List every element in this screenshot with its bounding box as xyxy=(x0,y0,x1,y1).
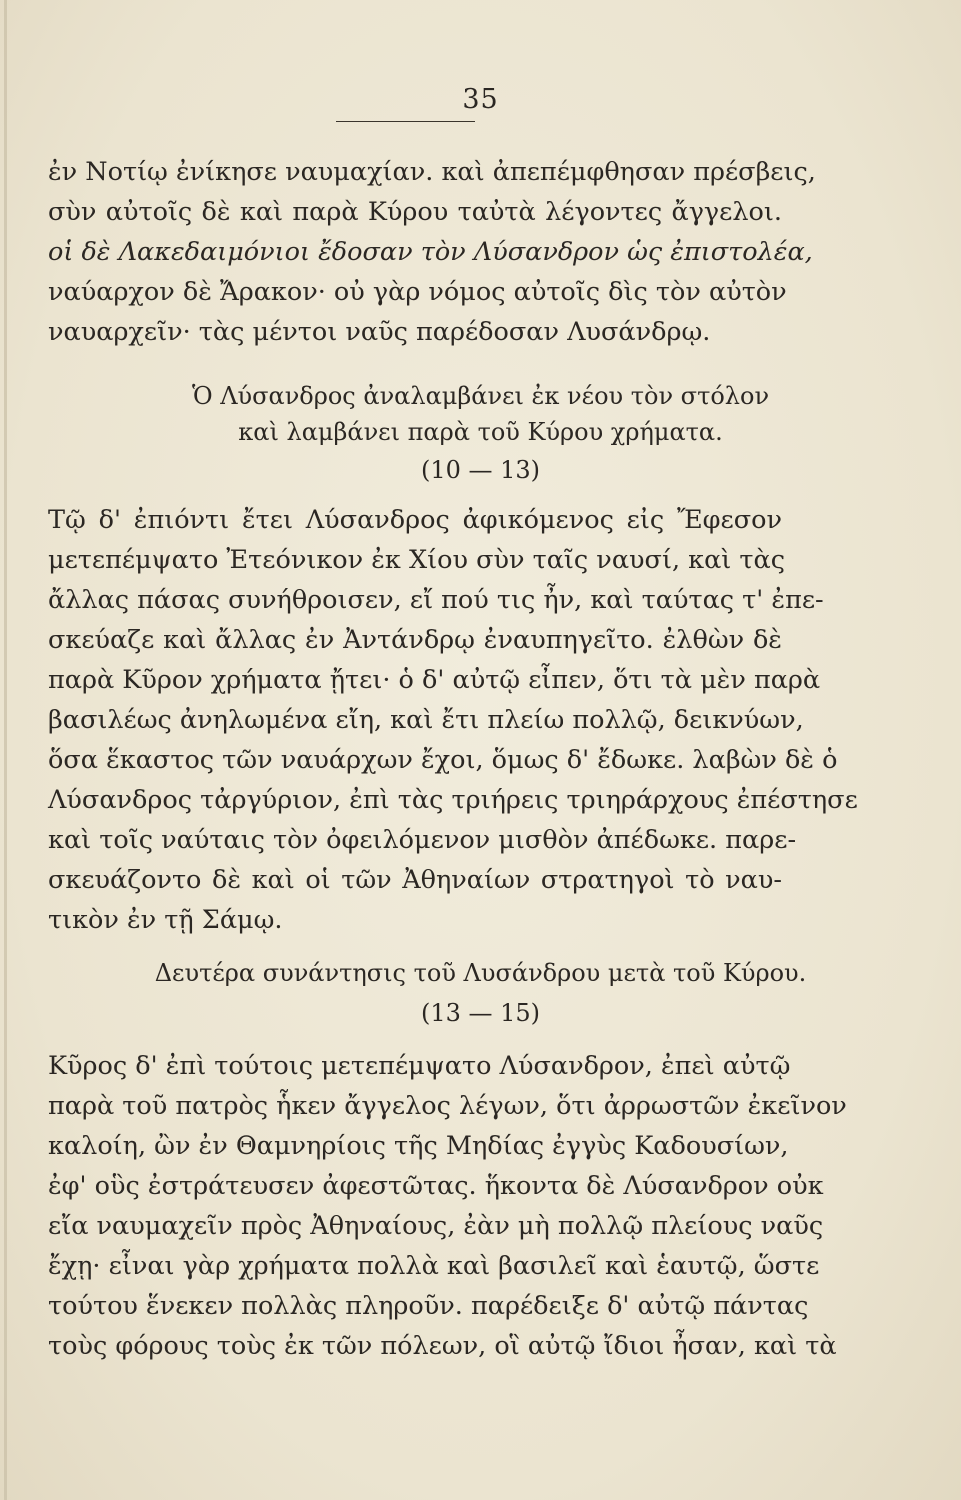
page-gutter xyxy=(4,0,7,1500)
text-line: Κῦρος δ' ἐπὶ τούτοις μετεπέμψατο Λύσανδρον, ἐπεὶ αὐτῷ xyxy=(48,1051,791,1081)
text-line: μετεπέμψατο Ἐτεόνικον ἐκ Χίου σὺν ταῖς ναυσί, καὶ τὰς xyxy=(48,545,786,575)
text-line: ἄλλας πάσας συνήθροισεν, εἴ πού τις ἦν, καὶ ταύτας τ' ἐπε- xyxy=(48,585,824,615)
text-line: τικὸν ἐν τῇ Σάμῳ. xyxy=(48,905,283,935)
text-line: παρὰ τοῦ πατρὸς ἧκεν ἄγγελος λέγων, ὅτι ἀρρωστῶν ἐκεῖνον xyxy=(48,1091,847,1121)
text-line: εἴα ναυμαχεῖν πρὸς Ἀθηναίους, ἐὰν μὴ πολλῷ πλείους ναῦς xyxy=(48,1211,824,1241)
header-rule xyxy=(336,121,475,122)
text-line: Τῷ δ' ἐπιόντι ἔτει Λύσανδρος ἀφικόμενος εἰς Ἔφεσον xyxy=(48,505,782,535)
text-line: ἔχῃ· εἶναι γὰρ χρήματα πολλὰ καὶ βασιλεῖ καὶ ἑαυτῷ, ὥστε xyxy=(48,1251,820,1281)
text-line: βασιλέως ἀνηλωμένα εἴη, καὶ ἔτι πλείω πολλῷ, δεικνύων, xyxy=(48,705,804,735)
text-line: ἐν Νοτίῳ ἐνίκησε ναυμαχίαν. καὶ ἀπεπέμφθησαν πρέσβεις, xyxy=(48,157,816,187)
text-line: ἐφ' οὓς ἐστράτευσεν ἀφεστῶτας. ἥκοντα δὲ Λύσανδρον οὐκ xyxy=(48,1171,824,1201)
text-line: οἱ δὲ Λακεδαιμόνιοι ἔδοσαν τὸν Λύσανδρον ὡς ἐπιστολέα, xyxy=(48,237,813,267)
text-line: σκεύαζε καὶ ἄλλας ἐν Ἀντάνδρῳ ἐναυπηγεῖτο. ἐλθὼν δὲ xyxy=(48,625,782,655)
text-line: ναυαρχεῖν· τὰς μέντοι ναῦς παρέδοσαν Λυσάνδρῳ. xyxy=(48,317,711,347)
section-heading: Δευτέρα συνάντησις τοῦ Λυσάνδρου μετὰ τοῦ Κύρου. xyxy=(154,959,807,987)
text-line: παρὰ Κῦρον χρήματα ᾔτει· ὁ δ' αὐτῷ εἶπεν, ὅτι τὰ μὲν παρὰ xyxy=(48,665,821,695)
text-line: σὺν αὐτοῖς δὲ καὶ παρὰ Κύρου ταὐτὰ λέγοντες ἄγγελοι. xyxy=(48,197,782,227)
page-number: 35 xyxy=(462,84,499,115)
text-line: καὶ τοῖς ναύταις τὸν ὀφειλόμενον μισθὸν ἀπέδωκε. παρε- xyxy=(48,825,797,855)
section-heading: Ὁ Λύσανδρος ἀναλαμβάνει ἐκ νέου τὸν στόλον xyxy=(191,382,770,410)
text-line: ναύαρχον δὲ Ἄρακον· οὐ γὰρ νόμος αὐτοῖς δὶς τὸν αὐτὸν xyxy=(48,277,787,307)
text-line: σκευάζοντο δὲ καὶ οἱ τῶν Ἀθηναίων στρατηγοὶ τὸ ναυ- xyxy=(48,865,782,895)
section-heading: καὶ λαμβάνει παρὰ τοῦ Κύρου χρήματα. xyxy=(238,418,723,446)
text-line: τοὺς φόρους τοὺς ἐκ τῶν πόλεων, οἳ αὐτῷ ἴδιοι ἦσαν, καὶ τὰ xyxy=(48,1331,837,1361)
text-line: καλοίη, ὢν ἐν Θαμνηρίοις τῆς Μηδίας ἐγγὺς Καδουσίων, xyxy=(48,1131,789,1161)
text-line: τούτου ἕνεκεν πολλὰς πληροῦν. παρέδειξε δ' αὐτῷ πάντας xyxy=(48,1291,809,1321)
text-line: ὅσα ἕκαστος τῶν ναυάρχων ἔχοι, ὅμως δ' ἔδωκε. λαβὼν δὲ ὁ xyxy=(48,745,838,775)
text-line: Λύσανδρος τἀργύριον, ἐπὶ τὰς τριήρεις τριηράρχους ἐπέστησε xyxy=(48,785,858,815)
section-reference: (13 — 15) xyxy=(420,999,541,1027)
section-reference: (10 — 13) xyxy=(420,456,541,484)
